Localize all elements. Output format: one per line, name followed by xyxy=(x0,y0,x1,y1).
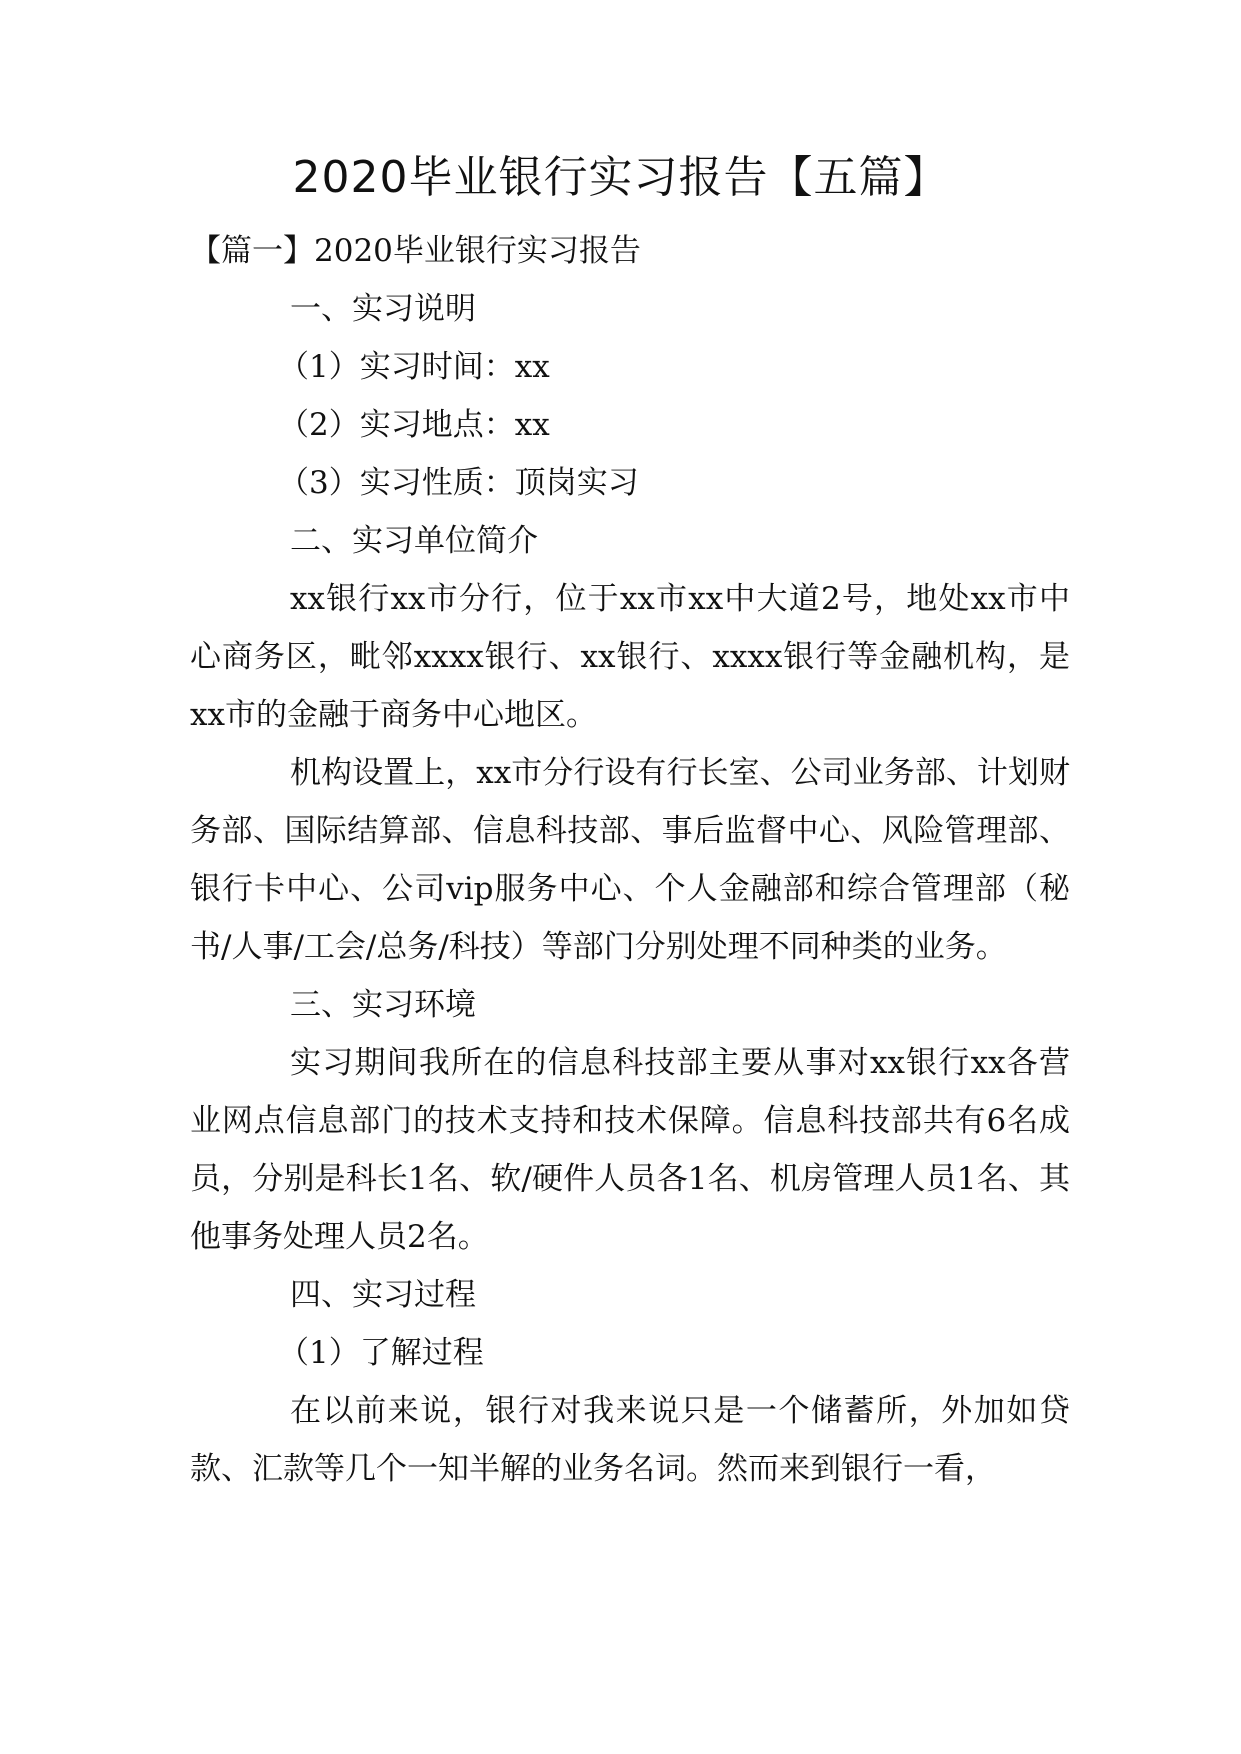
paragraph-unit-departments: 机构设置上，xx市分行设有行长室、公司业务部、计划财务部、国际结算部、信息科技部、事后监督中心、风险管理部、银行卡中心、公司vip服务中心、个人金融部和综合管理部（秘书/人事/工会/总务/科技）等部门分别处理不同种类的业务。 xyxy=(190,755,1070,965)
paragraph-environment: 实习期间我所在的信息科技部主要从事对xx银行xx各营业网点信息部门的技术支持和技术保障。信息科技部共有6名成员，分别是科长1名、软/硬件人员各1名、机房管理人员1名、其他事务处理人员2名。 xyxy=(190,1045,1070,1255)
heading-unit-intro: 二、实习单位简介 xyxy=(290,523,538,559)
paragraph-unit-location: xx银行xx市分行，位于xx市xx中大道2号，地处xx市中心商务区，毗邻xxxx银行、xx银行、xxxx银行等金融机构，是xx市的金融于商务中心地区。 xyxy=(190,581,1070,733)
heading-internship-info: 一、实习说明 xyxy=(290,291,476,327)
item-internship-nature: （3）实习性质：顶岗实习 xyxy=(278,465,639,501)
heading-internship-environment: 三、实习环境 xyxy=(290,987,476,1023)
document-title: 2020毕业银行实习报告【五篇】 xyxy=(292,152,949,203)
paragraph-process: 在以前来说，银行对我来说只是一个储蓄所，外加如贷款、汇款等几个一知半解的业务名词。然而来到银行一看， xyxy=(190,1393,1070,1487)
item-understanding-process: （1）了解过程 xyxy=(278,1335,484,1371)
item-internship-location: （2）实习地点：xx xyxy=(278,407,550,443)
document-body xyxy=(190,222,1070,1498)
item-internship-time: （1）实习时间：xx xyxy=(278,349,550,385)
section-subtitle: 【篇一】2020毕业银行实习报告 xyxy=(190,233,641,269)
heading-internship-process: 四、实习过程 xyxy=(290,1277,476,1313)
